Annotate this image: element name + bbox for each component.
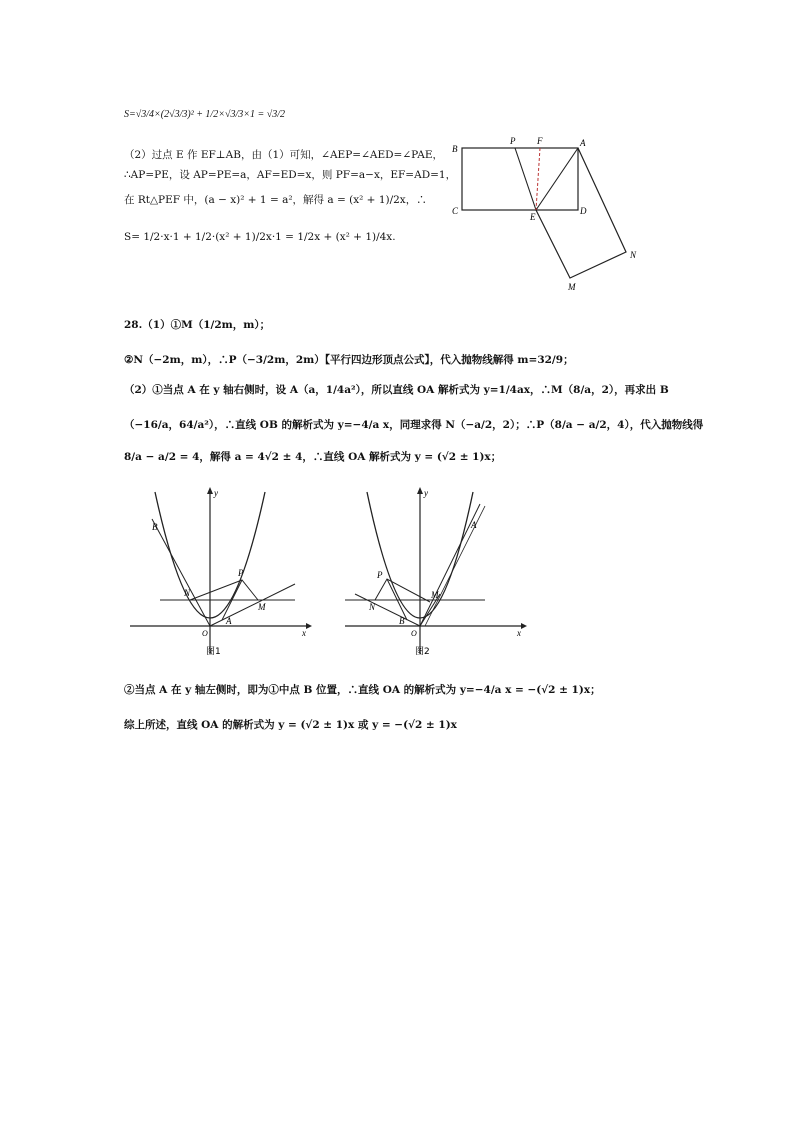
segment-pe [515,148,536,210]
fig1-label-a: A [226,616,232,626]
fig1-label-b: B [152,522,158,532]
label-m: M [568,282,576,292]
solution-line-2a: （2）过点 E 作 EF⊥AB，由（1）可知，∠AEP=∠AED=∠PAE， [124,149,443,161]
fig1-label-m: M [258,602,266,612]
fig1-label-o: O [202,629,208,638]
q28-line-7: 综上所述，直线 OA 的解析式为 y = (√2 ± 1)x 或 y = −(√2 ± 1)x [124,719,457,731]
area-formula-line [124,108,285,122]
q28-line-4: （−16/a，64/a²），∴直线 OB 的解析式为 y=−4/a x，同理求得 N（−a/2，2）；∴P（8/a − a/2，4），代入抛物线得 [124,419,704,431]
label-n: N [630,250,637,260]
q28-line-5: 8/a − a/2 = 4，解得 a = 4√2 ± 4，∴直线 OA 解析式为 y = (√2 ± 1)x； [124,451,502,463]
line-oa [210,584,295,626]
label-b: B [452,144,458,154]
fig2-label-n: N [369,602,376,612]
y-axis-arrow [207,487,213,494]
fig2-label-y: y [424,488,428,498]
fig1-caption: 图1 [206,647,221,657]
label-a: A [580,138,586,148]
segment-ae [536,148,578,210]
label-e: E [530,212,536,222]
fig2-label-m: M [431,590,439,600]
solution-line-2c: 在 Rt△PEF 中，(a − x)² + 1 = a²，解得 a = (x² + 1)/2x，∴ [124,194,427,206]
q28-line-2: ②N（−2m，m），∴P（−3/2m，2m）【平行四边形顶点公式】，代入抛物线解得 m=32/9； [124,354,574,366]
formula-s1: S=√3/4×(2√3/3)² + 1/2×√3/3×1 = √3/2 [124,109,285,120]
fold-rectangle-figure [440,130,650,295]
rectangle-abcd [462,148,578,210]
q28-line-6: ②当点 A 在 y 轴左侧时，即为①中点 B 位置，∴直线 OA 的解析式为 y=−4/a x = −(√2 ± 1)x； [124,684,601,696]
fig1-label-x: x [302,628,306,638]
fig1-label-n: N [184,588,191,598]
q28-line-1: 28.（1）①M（1/2m，m）； [124,319,271,331]
line-ob [355,594,420,626]
label-p: P [510,136,516,146]
fig1-label-p: P [238,568,244,578]
x-axis-arrow [306,623,312,629]
line-ob [152,519,210,626]
y-axis-arrow [417,487,423,494]
segment-ef-dashed [536,148,540,210]
label-d: D [580,206,587,216]
solution-line-2b: ∴AP=PE，设 AP=PE=a，AF=ED=x，则 PF=a−x，EF=AD=1， [124,169,457,181]
parallelogram-npm [375,579,430,602]
fig2-label-p: P [377,570,383,580]
fig2-label-a: A [471,520,477,530]
fig2-label-b: B [399,616,405,626]
fig1-label-y: y [214,488,218,498]
parallelogram-npm [190,580,258,600]
fig2-caption: 图2 [415,647,430,657]
label-f: F [537,136,543,146]
fig2-label-x: x [517,628,521,638]
solution-line-2d: S= 1/2·x·1 + 1/2·(x² + 1)/2x·1 = 1/2x + (x² + 1)/4x. [124,231,396,243]
figure-1 [130,484,315,659]
x-axis-arrow [521,623,527,629]
label-c: C [452,206,459,216]
q28-line-3: （2）①当点 A 在 y 轴右侧时，设 A（a，1/4a²），所以直线 OA 解析式为 y=1/4ax，∴M（8/a，2），再求出 B [124,384,669,396]
fig2-label-o: O [411,629,417,638]
figure-2 [345,484,530,659]
